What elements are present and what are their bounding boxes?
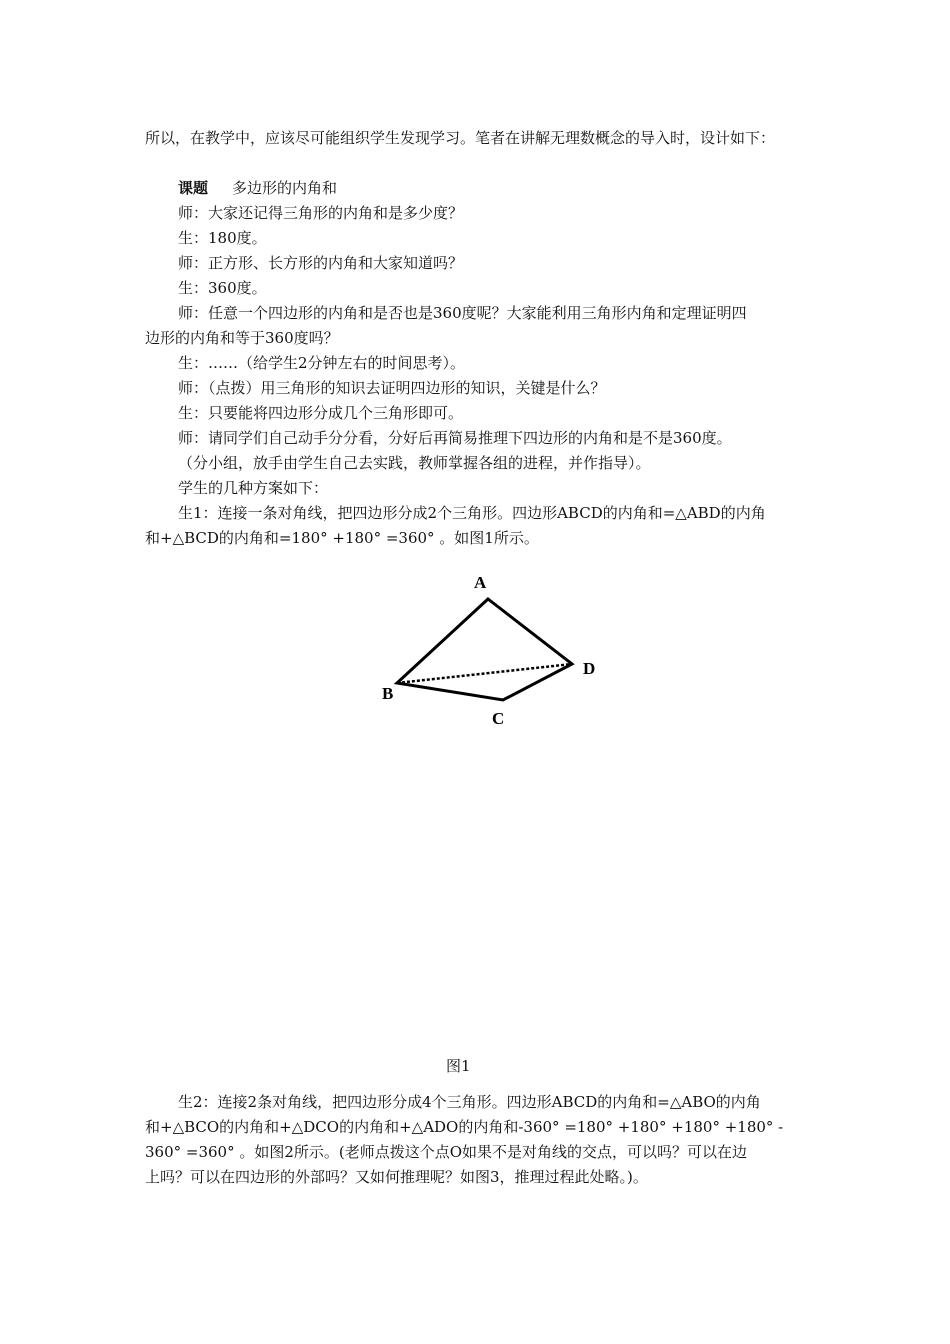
figure-caption: 图1: [446, 1057, 471, 1075]
diagonal-bd: [397, 664, 572, 683]
dialogue-line: 师：（点拨）用三角形的知识去证明四边形的知识，关键是什么？: [178, 379, 606, 397]
solution-line: 生2：连接2条对角线，把四边形分成4个三角形。四边形ABCD的内角和=△ABO的内角: [178, 1093, 761, 1111]
intro-paragraph: 所以，在教学中，应该尽可能组织学生发现学习。笔者在讲解无理数概念的导入时，设计如下：: [145, 129, 776, 147]
lesson-label: 课题: [178, 179, 209, 197]
dialogue-line: 师：任意一个四边形的内角和是否也是360度呢？大家能利用三角形内角和定理证明四: [178, 304, 747, 322]
solution-line: 上吗？可以在四边形的外部吗？又如何推理呢？如图3，推理过程此处略。)。: [145, 1168, 648, 1186]
dialogue-line: （分小组，放手由学生自己去实践，教师掌握各组的进程，并作指导）。: [178, 454, 651, 472]
dialogue-line: 学生的几种方案如下：: [178, 479, 329, 497]
dialogue-line: 师：请同学们自己动手分分看，分好后再简易推理下四边形的内角和是不是360度。: [178, 429, 732, 447]
solution-line: 360° =360° 。如图2所示。(老师点拨这个点O如果不是对角线的交点，可以吗？可以在边: [145, 1143, 748, 1161]
dialogue-line: 师：大家还记得三角形的内角和是多少度？: [178, 204, 464, 222]
solution-line: 和+△BCO的内角和+△DCO的内角和+△ADO的内角和-360° =180° +180° +180° +180° -: [145, 1118, 784, 1136]
dialogue-line: 边形的内角和等于360度吗？: [145, 329, 339, 347]
dialogue-line: 生1：连接一条对角线，把四边形分成2个三角形。四边形ABCD的内角和=△ABD的内角: [178, 504, 766, 522]
dialogue-line: 师：正方形、长方形的内角和大家知道吗？: [178, 254, 464, 272]
dialogue-line: 生：……（给学生2分钟左右的时间思考）。: [178, 354, 466, 372]
lesson-heading: [178, 176, 848, 201]
dialogue-line: 生：360度。: [178, 279, 267, 297]
lesson-title: 多边形的内角和: [232, 179, 338, 197]
vertex-label-c: C: [492, 709, 505, 728]
dialogue-line: 生：只要能将四边形分成几个三角形即可。: [178, 404, 464, 422]
dialogue-line: 生：180度。: [178, 229, 267, 247]
dialogue-line: 和+△BCD的内角和=180° +180° =360° 。如图1所示。: [145, 529, 539, 547]
quadrilateral-abcd: [397, 599, 572, 700]
quadrilateral-figure: [370, 565, 610, 735]
vertex-label-b: B: [382, 684, 394, 703]
vertex-label-a: A: [474, 573, 487, 592]
vertex-label-d: D: [583, 659, 596, 678]
